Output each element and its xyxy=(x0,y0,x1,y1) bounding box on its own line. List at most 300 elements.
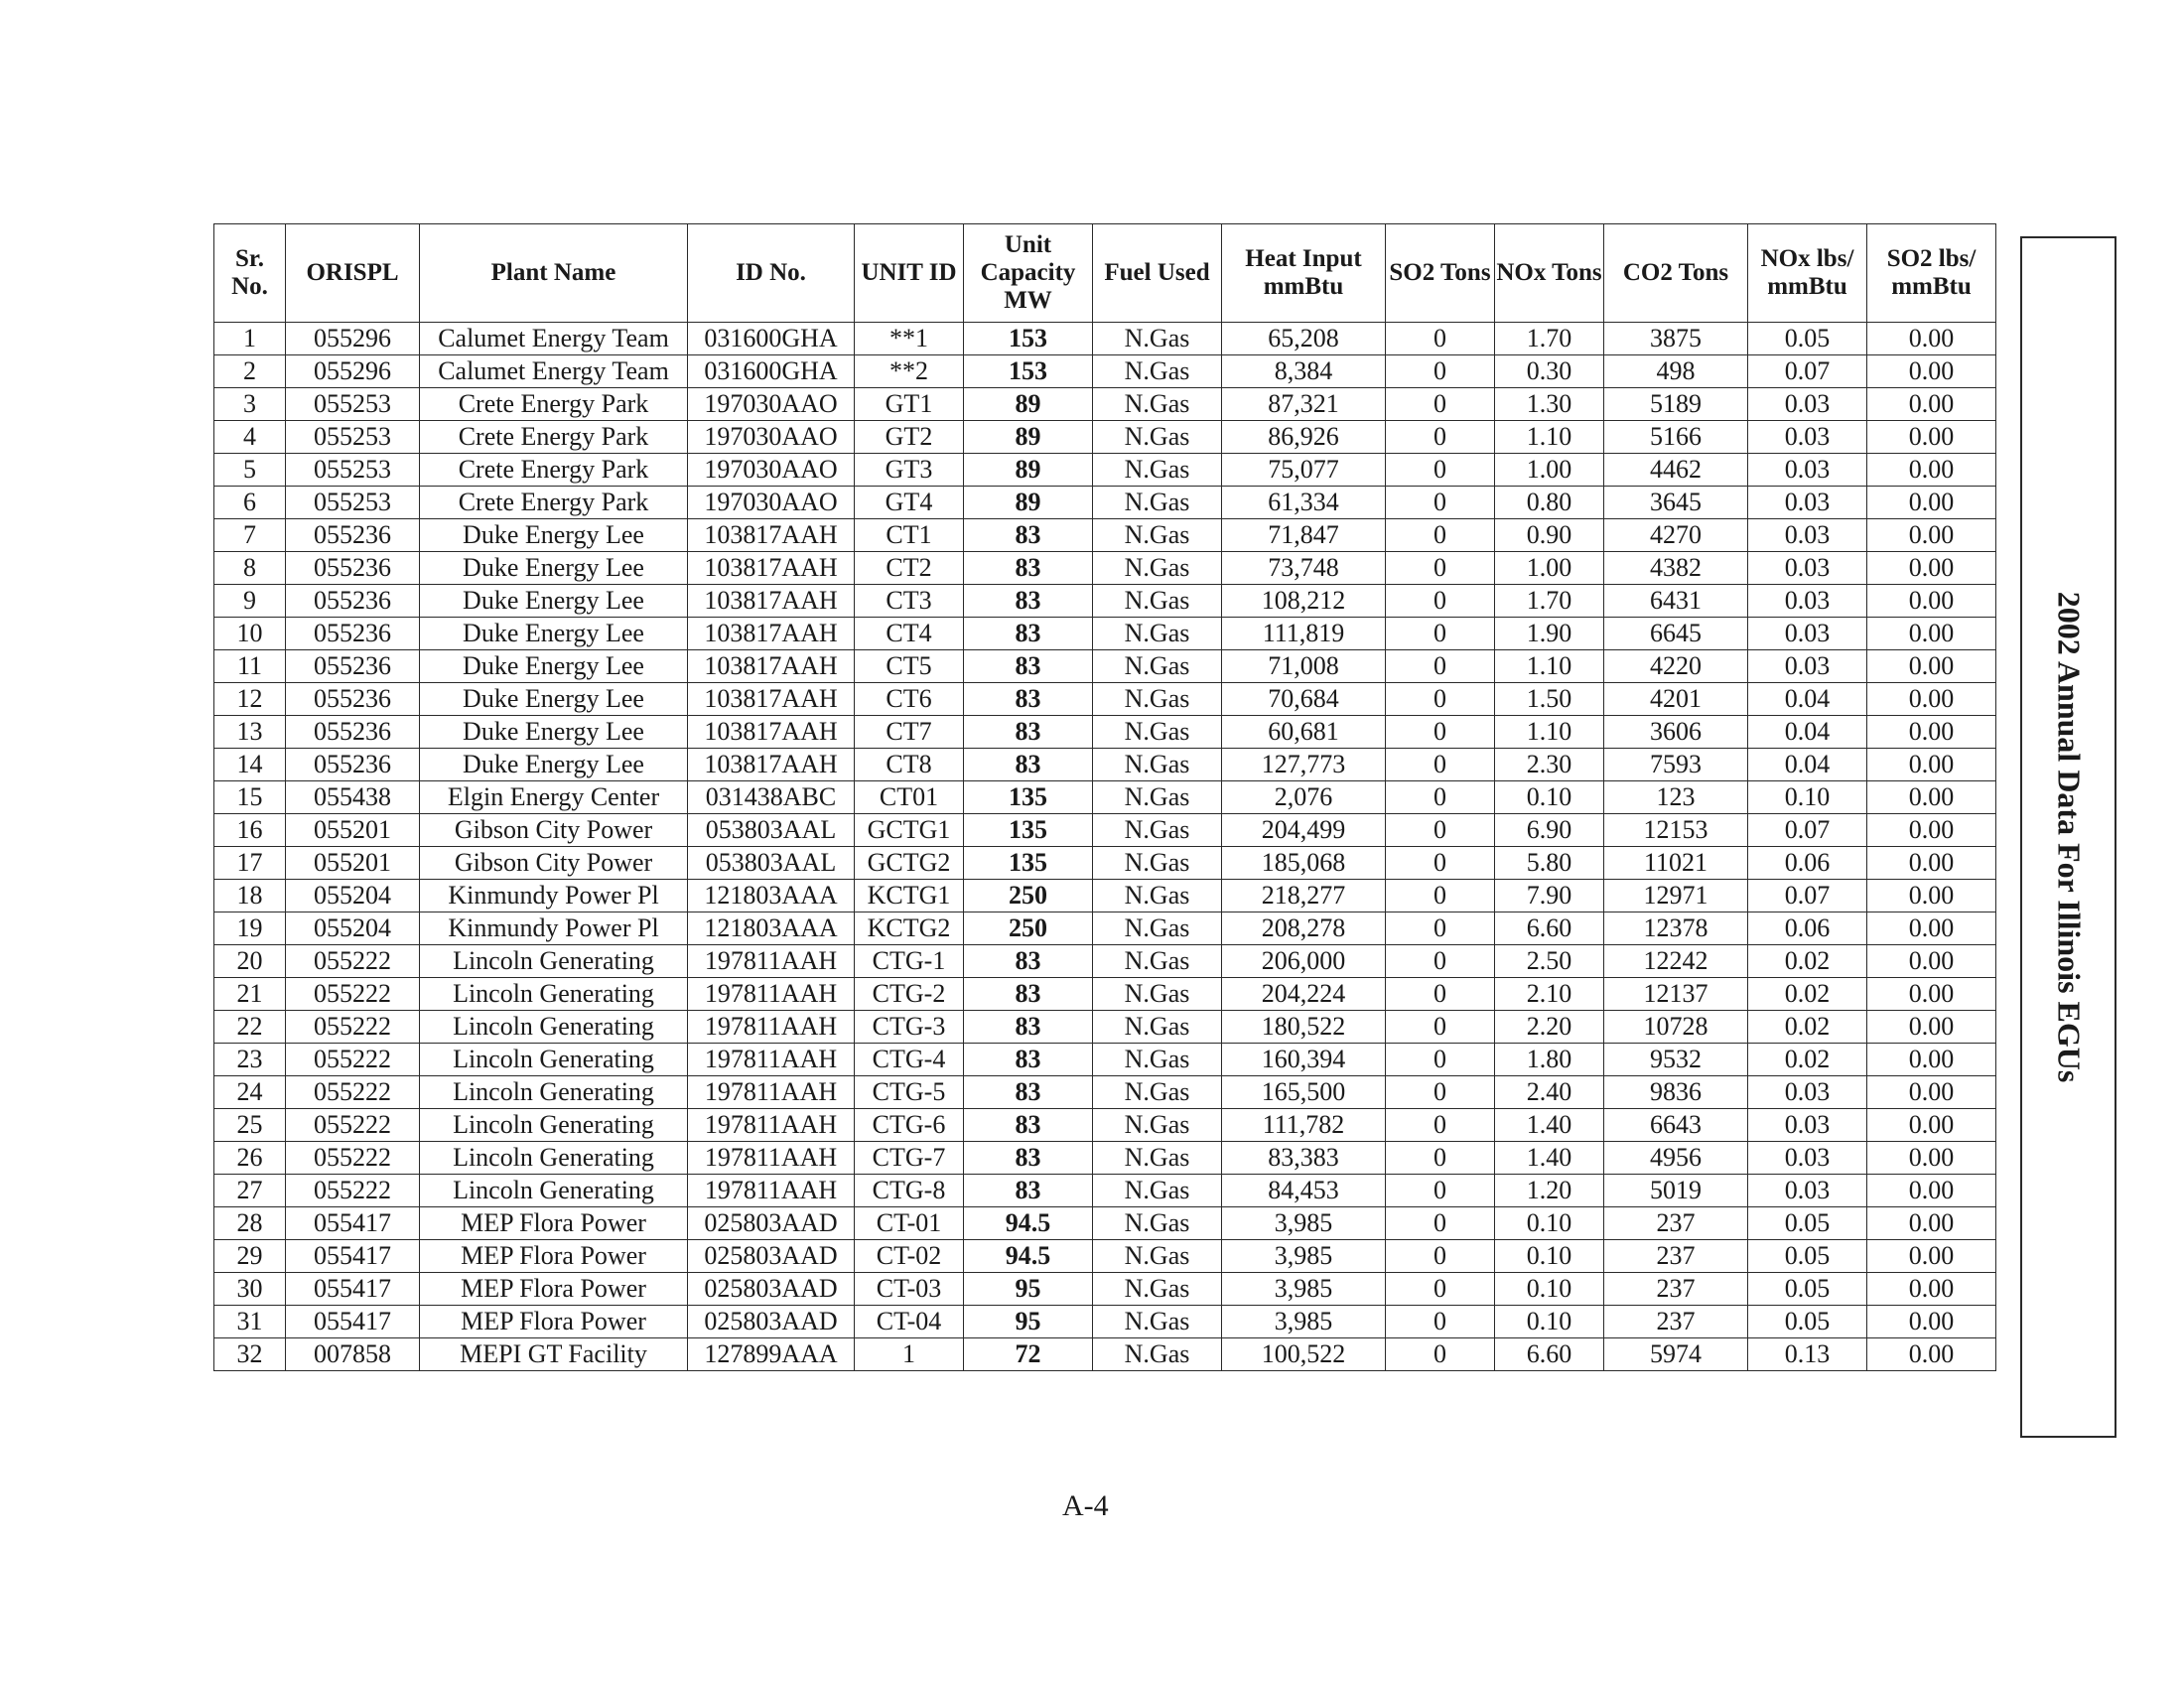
cell-so2-rate: 0.00 xyxy=(1867,421,1996,454)
cell-plant-name: Duke Energy Lee xyxy=(420,585,688,618)
cell-so2-tons: 0 xyxy=(1386,1011,1495,1044)
cell-so2-tons: 0 xyxy=(1386,388,1495,421)
cell-nox-tons: 7.90 xyxy=(1495,880,1604,912)
cell-fuel-used: N.Gas xyxy=(1093,388,1222,421)
cell-sr-no: 20 xyxy=(214,945,286,978)
cell-heat-input: 185,068 xyxy=(1222,847,1386,880)
cell-id-no: 025803AAD xyxy=(688,1207,855,1240)
cell-sr-no: 27 xyxy=(214,1175,286,1207)
cell-unit-capacity: 83 xyxy=(964,749,1093,781)
cell-unit-capacity: 83 xyxy=(964,683,1093,716)
cell-nox-tons: 1.50 xyxy=(1495,683,1604,716)
table-row xyxy=(214,1273,1996,1306)
cell-nox-rate: 0.02 xyxy=(1748,1011,1867,1044)
table-row xyxy=(214,585,1996,618)
cell-co2-tons: 498 xyxy=(1604,355,1748,388)
table-row xyxy=(214,814,1996,847)
cell-plant-name: MEPI GT Facility xyxy=(420,1338,688,1371)
cell-nox-rate: 0.05 xyxy=(1748,1273,1867,1306)
cell-co2-tons: 3645 xyxy=(1604,487,1748,519)
cell-nox-tons: 0.10 xyxy=(1495,1273,1604,1306)
cell-nox-tons: 5.80 xyxy=(1495,847,1604,880)
cell-orispl: 055236 xyxy=(286,683,420,716)
cell-plant-name: Kinmundy Power Pl xyxy=(420,880,688,912)
cell-nox-tons: 6.60 xyxy=(1495,912,1604,945)
table-row xyxy=(214,978,1996,1011)
cell-plant-name: Duke Energy Lee xyxy=(420,716,688,749)
cell-heat-input: 108,212 xyxy=(1222,585,1386,618)
cell-id-no: 121803AAA xyxy=(688,912,855,945)
cell-plant-name: Calumet Energy Team xyxy=(420,323,688,355)
cell-unit-capacity: 135 xyxy=(964,847,1093,880)
cell-so2-rate: 0.00 xyxy=(1867,454,1996,487)
cell-id-no: 197811AAH xyxy=(688,1076,855,1109)
cell-co2-tons: 12242 xyxy=(1604,945,1748,978)
cell-orispl: 055253 xyxy=(286,421,420,454)
cell-nox-rate: 0.03 xyxy=(1748,487,1867,519)
cell-orispl: 055417 xyxy=(286,1273,420,1306)
cell-unit-id: CT-02 xyxy=(855,1240,964,1273)
cell-nox-tons: 0.10 xyxy=(1495,1207,1604,1240)
cell-heat-input: 127,773 xyxy=(1222,749,1386,781)
cell-co2-tons: 237 xyxy=(1604,1273,1748,1306)
cell-heat-input: 83,383 xyxy=(1222,1142,1386,1175)
cell-so2-tons: 0 xyxy=(1386,912,1495,945)
cell-orispl: 007858 xyxy=(286,1338,420,1371)
cell-sr-no: 25 xyxy=(214,1109,286,1142)
cell-heat-input: 111,819 xyxy=(1222,618,1386,650)
cell-so2-tons: 0 xyxy=(1386,978,1495,1011)
cell-sr-no: 10 xyxy=(214,618,286,650)
cell-id-no: 025803AAD xyxy=(688,1240,855,1273)
table-row xyxy=(214,487,1996,519)
cell-plant-name: Lincoln Generating xyxy=(420,1011,688,1044)
cell-unit-id: CT6 xyxy=(855,683,964,716)
cell-plant-name: Lincoln Generating xyxy=(420,1175,688,1207)
cell-plant-name: Duke Energy Lee xyxy=(420,552,688,585)
cell-nox-tons: 1.40 xyxy=(1495,1142,1604,1175)
cell-so2-rate: 0.00 xyxy=(1867,1109,1996,1142)
cell-unit-capacity: 83 xyxy=(964,1076,1093,1109)
cell-orispl: 055222 xyxy=(286,1011,420,1044)
cell-id-no: 197811AAH xyxy=(688,978,855,1011)
cell-sr-no: 19 xyxy=(214,912,286,945)
cell-id-no: 127899AAA xyxy=(688,1338,855,1371)
cell-sr-no: 14 xyxy=(214,749,286,781)
cell-co2-tons: 5974 xyxy=(1604,1338,1748,1371)
cell-unit-capacity: 83 xyxy=(964,1142,1093,1175)
cell-co2-tons: 4462 xyxy=(1604,454,1748,487)
cell-unit-capacity: 83 xyxy=(964,945,1093,978)
cell-co2-tons: 12971 xyxy=(1604,880,1748,912)
cell-id-no: 103817AAH xyxy=(688,716,855,749)
cell-sr-no: 8 xyxy=(214,552,286,585)
cell-fuel-used: N.Gas xyxy=(1093,781,1222,814)
cell-id-no: 197811AAH xyxy=(688,1142,855,1175)
cell-co2-tons: 237 xyxy=(1604,1306,1748,1338)
cell-heat-input: 3,985 xyxy=(1222,1207,1386,1240)
table-row xyxy=(214,552,1996,585)
cell-id-no: 103817AAH xyxy=(688,683,855,716)
cell-nox-rate: 0.05 xyxy=(1748,1207,1867,1240)
side-title: 2002 Annual Data For Illinois EGUs xyxy=(2051,591,2087,1083)
table-row xyxy=(214,880,1996,912)
cell-co2-tons: 123 xyxy=(1604,781,1748,814)
cell-nox-rate: 0.03 xyxy=(1748,1142,1867,1175)
cell-id-no: 053803AAL xyxy=(688,847,855,880)
cell-nox-tons: 1.30 xyxy=(1495,388,1604,421)
cell-unit-id: GT2 xyxy=(855,421,964,454)
cell-unit-capacity: 83 xyxy=(964,618,1093,650)
cell-fuel-used: N.Gas xyxy=(1093,1306,1222,1338)
cell-plant-name: Calumet Energy Team xyxy=(420,355,688,388)
cell-fuel-used: N.Gas xyxy=(1093,1207,1222,1240)
cell-id-no: 031600GHA xyxy=(688,323,855,355)
table-row xyxy=(214,1142,1996,1175)
cell-orispl: 055222 xyxy=(286,978,420,1011)
cell-sr-no: 1 xyxy=(214,323,286,355)
cell-sr-no: 9 xyxy=(214,585,286,618)
cell-fuel-used: N.Gas xyxy=(1093,1273,1222,1306)
cell-nox-tons: 0.10 xyxy=(1495,1306,1604,1338)
cell-so2-rate: 0.00 xyxy=(1867,1011,1996,1044)
cell-unit-capacity: 89 xyxy=(964,487,1093,519)
cell-so2-tons: 0 xyxy=(1386,618,1495,650)
cell-nox-tons: 2.40 xyxy=(1495,1076,1604,1109)
table-row xyxy=(214,716,1996,749)
cell-id-no: 031438ABC xyxy=(688,781,855,814)
table-row xyxy=(214,618,1996,650)
cell-unit-capacity: 135 xyxy=(964,781,1093,814)
cell-sr-no: 3 xyxy=(214,388,286,421)
cell-so2-tons: 0 xyxy=(1386,749,1495,781)
cell-sr-no: 12 xyxy=(214,683,286,716)
cell-id-no: 197811AAH xyxy=(688,945,855,978)
cell-co2-tons: 9836 xyxy=(1604,1076,1748,1109)
cell-unit-id: 1 xyxy=(855,1338,964,1371)
cell-so2-rate: 0.00 xyxy=(1867,323,1996,355)
cell-co2-tons: 237 xyxy=(1604,1240,1748,1273)
cell-heat-input: 111,782 xyxy=(1222,1109,1386,1142)
cell-co2-tons: 6645 xyxy=(1604,618,1748,650)
cell-heat-input: 71,847 xyxy=(1222,519,1386,552)
cell-so2-rate: 0.00 xyxy=(1867,814,1996,847)
cell-so2-tons: 0 xyxy=(1386,454,1495,487)
cell-sr-no: 2 xyxy=(214,355,286,388)
cell-unit-capacity: 94.5 xyxy=(964,1240,1093,1273)
cell-heat-input: 2,076 xyxy=(1222,781,1386,814)
cell-unit-id: CTG-3 xyxy=(855,1011,964,1044)
cell-so2-rate: 0.00 xyxy=(1867,1338,1996,1371)
cell-co2-tons: 12378 xyxy=(1604,912,1748,945)
cell-orispl: 055222 xyxy=(286,1109,420,1142)
cell-so2-tons: 0 xyxy=(1386,1142,1495,1175)
cell-sr-no: 16 xyxy=(214,814,286,847)
cell-heat-input: 84,453 xyxy=(1222,1175,1386,1207)
cell-nox-tons: 0.10 xyxy=(1495,1240,1604,1273)
cell-fuel-used: N.Gas xyxy=(1093,683,1222,716)
cell-unit-capacity: 83 xyxy=(964,1044,1093,1076)
cell-co2-tons: 6431 xyxy=(1604,585,1748,618)
cell-sr-no: 31 xyxy=(214,1306,286,1338)
cell-sr-no: 32 xyxy=(214,1338,286,1371)
cell-orispl: 055236 xyxy=(286,552,420,585)
cell-unit-capacity: 83 xyxy=(964,1011,1093,1044)
cell-so2-tons: 0 xyxy=(1386,847,1495,880)
cell-plant-name: Duke Energy Lee xyxy=(420,618,688,650)
cell-id-no: 121803AAA xyxy=(688,880,855,912)
cell-unit-id: KCTG2 xyxy=(855,912,964,945)
cell-fuel-used: N.Gas xyxy=(1093,847,1222,880)
cell-fuel-used: N.Gas xyxy=(1093,945,1222,978)
cell-unit-capacity: 250 xyxy=(964,880,1093,912)
cell-so2-tons: 0 xyxy=(1386,683,1495,716)
cell-orispl: 055222 xyxy=(286,1175,420,1207)
cell-orispl: 055236 xyxy=(286,519,420,552)
cell-fuel-used: N.Gas xyxy=(1093,1240,1222,1273)
cell-fuel-used: N.Gas xyxy=(1093,519,1222,552)
column-header: SO2 lbs/ mmBtu xyxy=(1867,224,1996,323)
table-row xyxy=(214,945,1996,978)
column-header: NOx lbs/ mmBtu xyxy=(1748,224,1867,323)
table-row xyxy=(214,847,1996,880)
cell-plant-name: Lincoln Generating xyxy=(420,1044,688,1076)
cell-so2-tons: 0 xyxy=(1386,1044,1495,1076)
cell-orispl: 055438 xyxy=(286,781,420,814)
cell-nox-tons: 1.10 xyxy=(1495,650,1604,683)
cell-so2-rate: 0.00 xyxy=(1867,1142,1996,1175)
cell-heat-input: 87,321 xyxy=(1222,388,1386,421)
cell-fuel-used: N.Gas xyxy=(1093,552,1222,585)
cell-fuel-used: N.Gas xyxy=(1093,355,1222,388)
cell-so2-tons: 0 xyxy=(1386,552,1495,585)
cell-so2-tons: 0 xyxy=(1386,1240,1495,1273)
cell-fuel-used: N.Gas xyxy=(1093,1109,1222,1142)
cell-sr-no: 13 xyxy=(214,716,286,749)
cell-sr-no: 29 xyxy=(214,1240,286,1273)
cell-unit-id: CT8 xyxy=(855,749,964,781)
cell-unit-id: KCTG1 xyxy=(855,880,964,912)
cell-heat-input: 208,278 xyxy=(1222,912,1386,945)
cell-unit-capacity: 83 xyxy=(964,585,1093,618)
cell-plant-name: MEP Flora Power xyxy=(420,1306,688,1338)
cell-so2-tons: 0 xyxy=(1386,716,1495,749)
cell-so2-rate: 0.00 xyxy=(1867,1076,1996,1109)
table-row xyxy=(214,421,1996,454)
column-header: Sr. No. xyxy=(214,224,286,323)
cell-so2-rate: 0.00 xyxy=(1867,618,1996,650)
cell-id-no: 103817AAH xyxy=(688,650,855,683)
cell-nox-tons: 1.70 xyxy=(1495,585,1604,618)
cell-unit-id: CTG-8 xyxy=(855,1175,964,1207)
cell-co2-tons: 4382 xyxy=(1604,552,1748,585)
cell-nox-rate: 0.04 xyxy=(1748,716,1867,749)
cell-heat-input: 218,277 xyxy=(1222,880,1386,912)
cell-nox-tons: 2.10 xyxy=(1495,978,1604,1011)
cell-plant-name: Lincoln Generating xyxy=(420,1142,688,1175)
cell-nox-rate: 0.06 xyxy=(1748,912,1867,945)
cell-so2-rate: 0.00 xyxy=(1867,1207,1996,1240)
cell-so2-rate: 0.00 xyxy=(1867,585,1996,618)
cell-plant-name: MEP Flora Power xyxy=(420,1273,688,1306)
cell-unit-id: GCTG2 xyxy=(855,847,964,880)
cell-id-no: 197811AAH xyxy=(688,1109,855,1142)
cell-orispl: 055201 xyxy=(286,847,420,880)
cell-heat-input: 61,334 xyxy=(1222,487,1386,519)
table-row xyxy=(214,1044,1996,1076)
table-row xyxy=(214,1109,1996,1142)
cell-fuel-used: N.Gas xyxy=(1093,1044,1222,1076)
cell-orispl: 055236 xyxy=(286,716,420,749)
cell-so2-rate: 0.00 xyxy=(1867,847,1996,880)
table-row xyxy=(214,388,1996,421)
table-row xyxy=(214,519,1996,552)
cell-heat-input: 71,008 xyxy=(1222,650,1386,683)
cell-unit-id: CT2 xyxy=(855,552,964,585)
cell-sr-no: 26 xyxy=(214,1142,286,1175)
cell-so2-tons: 0 xyxy=(1386,421,1495,454)
cell-so2-rate: 0.00 xyxy=(1867,716,1996,749)
cell-nox-rate: 0.02 xyxy=(1748,945,1867,978)
cell-nox-tons: 1.10 xyxy=(1495,421,1604,454)
cell-so2-tons: 0 xyxy=(1386,585,1495,618)
cell-orispl: 055204 xyxy=(286,880,420,912)
cell-so2-rate: 0.00 xyxy=(1867,487,1996,519)
cell-unit-capacity: 83 xyxy=(964,716,1093,749)
table-row xyxy=(214,749,1996,781)
cell-unit-id: GCTG1 xyxy=(855,814,964,847)
cell-nox-tons: 2.30 xyxy=(1495,749,1604,781)
side-title-box xyxy=(2020,236,2116,1438)
cell-fuel-used: N.Gas xyxy=(1093,912,1222,945)
cell-co2-tons: 3875 xyxy=(1604,323,1748,355)
cell-plant-name: Duke Energy Lee xyxy=(420,519,688,552)
cell-nox-rate: 0.06 xyxy=(1748,847,1867,880)
cell-plant-name: Lincoln Generating xyxy=(420,978,688,1011)
cell-co2-tons: 11021 xyxy=(1604,847,1748,880)
cell-id-no: 025803AAD xyxy=(688,1273,855,1306)
cell-so2-tons: 0 xyxy=(1386,945,1495,978)
cell-sr-no: 5 xyxy=(214,454,286,487)
cell-unit-capacity: 83 xyxy=(964,650,1093,683)
cell-unit-capacity: 94.5 xyxy=(964,1207,1093,1240)
cell-orispl: 055236 xyxy=(286,650,420,683)
cell-sr-no: 23 xyxy=(214,1044,286,1076)
cell-co2-tons: 237 xyxy=(1604,1207,1748,1240)
cell-nox-tons: 2.20 xyxy=(1495,1011,1604,1044)
cell-nox-rate: 0.03 xyxy=(1748,1175,1867,1207)
cell-sr-no: 24 xyxy=(214,1076,286,1109)
cell-nox-rate: 0.03 xyxy=(1748,650,1867,683)
cell-unit-id: GT3 xyxy=(855,454,964,487)
cell-orispl: 055253 xyxy=(286,487,420,519)
cell-nox-tons: 1.80 xyxy=(1495,1044,1604,1076)
cell-id-no: 197030AAO xyxy=(688,421,855,454)
cell-fuel-used: N.Gas xyxy=(1093,454,1222,487)
cell-nox-tons: 1.10 xyxy=(1495,716,1604,749)
cell-unit-id: CTG-5 xyxy=(855,1076,964,1109)
table-row xyxy=(214,781,1996,814)
cell-orispl: 055222 xyxy=(286,1076,420,1109)
cell-so2-tons: 0 xyxy=(1386,880,1495,912)
cell-unit-id: CT-01 xyxy=(855,1207,964,1240)
table-body xyxy=(214,323,1996,1371)
cell-heat-input: 100,522 xyxy=(1222,1338,1386,1371)
cell-heat-input: 180,522 xyxy=(1222,1011,1386,1044)
cell-so2-tons: 0 xyxy=(1386,1076,1495,1109)
cell-unit-id: **2 xyxy=(855,355,964,388)
cell-nox-rate: 0.03 xyxy=(1748,585,1867,618)
cell-so2-tons: 0 xyxy=(1386,519,1495,552)
cell-nox-tons: 1.90 xyxy=(1495,618,1604,650)
cell-co2-tons: 4956 xyxy=(1604,1142,1748,1175)
cell-nox-tons: 6.90 xyxy=(1495,814,1604,847)
cell-sr-no: 7 xyxy=(214,519,286,552)
cell-so2-tons: 0 xyxy=(1386,1273,1495,1306)
cell-nox-rate: 0.04 xyxy=(1748,749,1867,781)
cell-orispl: 055236 xyxy=(286,749,420,781)
cell-heat-input: 70,684 xyxy=(1222,683,1386,716)
cell-unit-id: CTG-7 xyxy=(855,1142,964,1175)
cell-co2-tons: 7593 xyxy=(1604,749,1748,781)
cell-so2-rate: 0.00 xyxy=(1867,650,1996,683)
cell-heat-input: 3,985 xyxy=(1222,1306,1386,1338)
cell-orispl: 055222 xyxy=(286,1044,420,1076)
cell-nox-rate: 0.02 xyxy=(1748,1044,1867,1076)
cell-unit-id: CT-04 xyxy=(855,1306,964,1338)
cell-co2-tons: 4220 xyxy=(1604,650,1748,683)
cell-nox-tons: 1.00 xyxy=(1495,552,1604,585)
cell-nox-rate: 0.05 xyxy=(1748,1306,1867,1338)
cell-unit-id: CT5 xyxy=(855,650,964,683)
cell-so2-rate: 0.00 xyxy=(1867,1175,1996,1207)
cell-orispl: 055222 xyxy=(286,945,420,978)
cell-nox-rate: 0.10 xyxy=(1748,781,1867,814)
table-row xyxy=(214,1207,1996,1240)
cell-so2-rate: 0.00 xyxy=(1867,1273,1996,1306)
cell-plant-name: Crete Energy Park xyxy=(420,388,688,421)
cell-so2-rate: 0.00 xyxy=(1867,388,1996,421)
cell-nox-rate: 0.03 xyxy=(1748,388,1867,421)
cell-nox-rate: 0.02 xyxy=(1748,978,1867,1011)
cell-nox-rate: 0.03 xyxy=(1748,454,1867,487)
cell-plant-name: Lincoln Generating xyxy=(420,1109,688,1142)
cell-so2-tons: 0 xyxy=(1386,1306,1495,1338)
cell-co2-tons: 5019 xyxy=(1604,1175,1748,1207)
cell-nox-tons: 6.60 xyxy=(1495,1338,1604,1371)
cell-plant-name: Duke Energy Lee xyxy=(420,683,688,716)
cell-orispl: 055222 xyxy=(286,1142,420,1175)
cell-heat-input: 3,985 xyxy=(1222,1273,1386,1306)
column-header: UNIT ID xyxy=(855,224,964,323)
cell-so2-tons: 0 xyxy=(1386,323,1495,355)
cell-sr-no: 22 xyxy=(214,1011,286,1044)
cell-id-no: 103817AAH xyxy=(688,552,855,585)
cell-fuel-used: N.Gas xyxy=(1093,618,1222,650)
cell-unit-id: GT4 xyxy=(855,487,964,519)
table-row xyxy=(214,1011,1996,1044)
cell-so2-rate: 0.00 xyxy=(1867,781,1996,814)
cell-sr-no: 30 xyxy=(214,1273,286,1306)
cell-unit-capacity: 83 xyxy=(964,519,1093,552)
cell-so2-rate: 0.00 xyxy=(1867,1240,1996,1273)
cell-fuel-used: N.Gas xyxy=(1093,585,1222,618)
cell-nox-tons: 1.20 xyxy=(1495,1175,1604,1207)
cell-unit-capacity: 95 xyxy=(964,1273,1093,1306)
cell-fuel-used: N.Gas xyxy=(1093,650,1222,683)
cell-fuel-used: N.Gas xyxy=(1093,487,1222,519)
column-header: CO2 Tons xyxy=(1604,224,1748,323)
